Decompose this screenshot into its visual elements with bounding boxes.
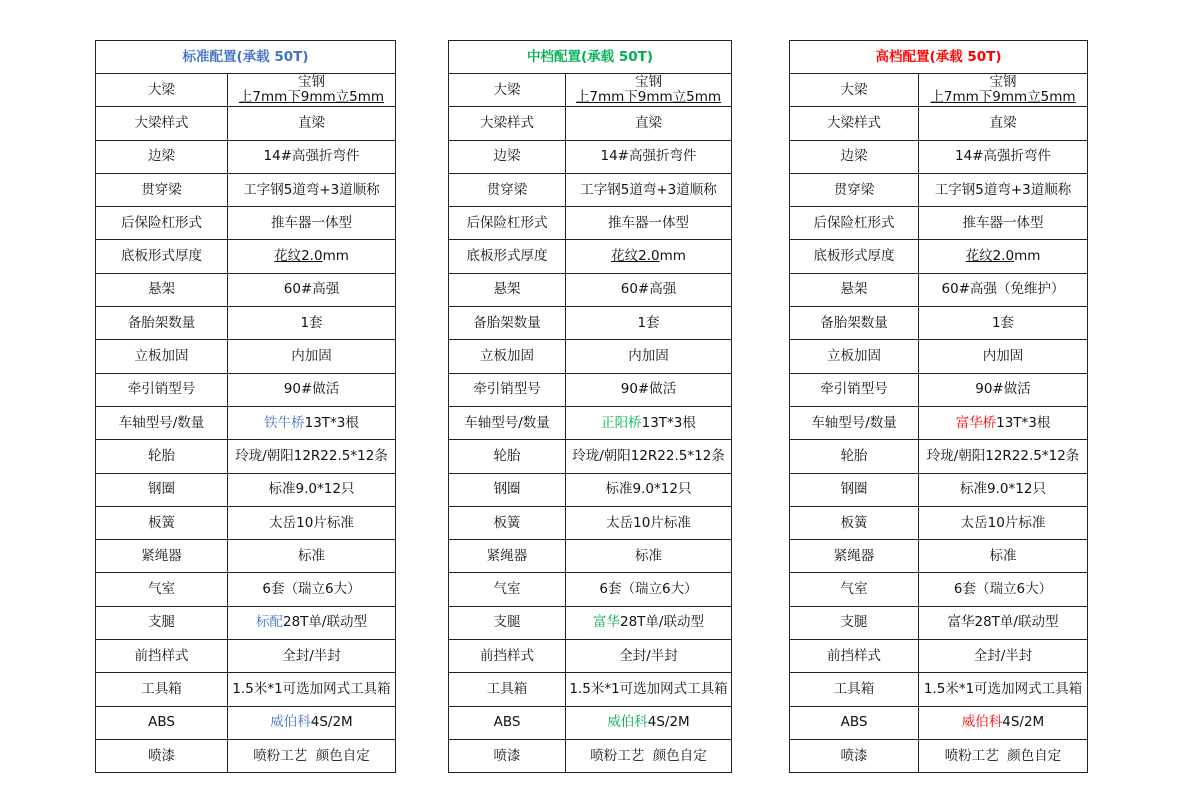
row-label: 前挡样式	[96, 640, 228, 673]
row-label: 气室	[96, 573, 228, 606]
value-rest: 13T*3根	[304, 414, 359, 431]
row-value: 14#高强折弯件	[566, 140, 732, 173]
row-label: 后保险杠形式	[790, 207, 919, 240]
table-row	[790, 606, 1088, 639]
row-value: 60#高强	[566, 273, 732, 306]
row-value: 内加固	[919, 340, 1088, 373]
row-label: 贯穿梁	[790, 173, 919, 206]
row-label: 后保险杠形式	[96, 207, 228, 240]
row-value: 60#高强（免维护）	[919, 273, 1088, 306]
row-value: 90#做活	[566, 373, 732, 406]
row-label: 贯穿梁	[96, 173, 228, 206]
row-label: 牵引销型号	[96, 373, 228, 406]
table-row	[790, 173, 1088, 206]
table-row	[96, 74, 396, 107]
table-row	[790, 74, 1088, 107]
row-value	[566, 74, 732, 107]
table-row	[96, 307, 396, 340]
row-label: 底板形式厚度	[449, 240, 566, 273]
row-value: 全封/半封	[566, 640, 732, 673]
row-value: 90#做活	[919, 373, 1088, 406]
value-underlined: 花纹2.0	[274, 248, 323, 265]
value-rest: 13T*3根	[996, 414, 1051, 431]
row-label: 底板形式厚度	[96, 240, 228, 273]
row-label: 后保险杠形式	[449, 207, 566, 240]
row-label: 车轴型号/数量	[96, 406, 228, 439]
table-row	[449, 273, 732, 306]
mid-config-table	[448, 40, 732, 773]
table-row	[449, 573, 732, 606]
row-value: 标准9.0*12只	[228, 473, 396, 506]
value-line: 上7mm下9mm立5mm	[575, 89, 722, 106]
row-value	[566, 406, 732, 439]
table-row	[96, 173, 396, 206]
value-line: 宝钢	[298, 74, 325, 91]
row-label: 大梁	[449, 74, 566, 107]
table-row	[449, 640, 732, 673]
row-value: 内加固	[228, 340, 396, 373]
row-value: 喷粉工艺 颜色自定	[228, 739, 396, 772]
table-row	[790, 273, 1088, 306]
value-rest: 28T单/联动型	[620, 614, 704, 631]
row-label: 备胎架数量	[790, 307, 919, 340]
table-row	[790, 140, 1088, 173]
table-row	[96, 606, 396, 639]
value-rest: 4S/2M	[1002, 714, 1045, 731]
row-value: 工字钢5道弯+3道顺称	[228, 173, 396, 206]
row-label: 喷漆	[449, 739, 566, 772]
value-line: 上7mm下9mm立5mm	[238, 89, 385, 106]
row-value: 1.5米*1可选加网式工具箱	[919, 673, 1088, 706]
table-row	[790, 406, 1088, 439]
table-row	[96, 673, 396, 706]
row-value: 标准9.0*12只	[919, 473, 1088, 506]
value-line: 宝钢	[635, 74, 662, 91]
table-row	[96, 573, 396, 606]
table-row	[790, 573, 1088, 606]
row-label: 前挡样式	[449, 640, 566, 673]
row-label: 前挡样式	[790, 640, 919, 673]
row-label: ABS	[449, 706, 566, 739]
value-line: 宝钢	[989, 74, 1017, 91]
table-row	[790, 207, 1088, 240]
row-label: 备胎架数量	[449, 307, 566, 340]
value-brand-highlight: 铁牛桥	[264, 414, 305, 431]
row-value: 1.5米*1可选加网式工具箱	[228, 673, 396, 706]
row-label: 牵引销型号	[790, 373, 919, 406]
table-row	[96, 440, 396, 473]
row-value	[228, 606, 396, 639]
table-row	[449, 706, 732, 739]
row-label: 悬架	[790, 273, 919, 306]
row-label: 支腿	[96, 606, 228, 639]
table-row	[449, 107, 732, 140]
row-value	[919, 706, 1088, 739]
row-value	[228, 240, 396, 273]
row-value	[919, 240, 1088, 273]
row-value: 直梁	[919, 107, 1088, 140]
row-label: 大梁	[96, 74, 228, 107]
value-brand-highlight: 威伯科	[607, 714, 648, 731]
row-value: 直梁	[228, 107, 396, 140]
row-value: 60#高强	[228, 273, 396, 306]
row-label: 支腿	[449, 606, 566, 639]
row-value: 6套（瑞立6大）	[566, 573, 732, 606]
row-label: ABS	[790, 706, 919, 739]
row-value: 标准	[566, 540, 732, 573]
row-value	[919, 74, 1088, 107]
row-value	[228, 406, 396, 439]
table-row	[790, 706, 1088, 739]
row-value: 6套（瑞立6大）	[919, 573, 1088, 606]
row-label: 工具箱	[96, 673, 228, 706]
row-label: 悬架	[96, 273, 228, 306]
table-row	[96, 207, 396, 240]
row-value: 推车器一体型	[566, 207, 732, 240]
row-label: 板簧	[790, 506, 919, 539]
row-label: 轮胎	[790, 440, 919, 473]
row-label: 立板加固	[449, 340, 566, 373]
row-label: 牵引销型号	[449, 373, 566, 406]
row-value: 全封/半封	[228, 640, 396, 673]
table-row	[96, 273, 396, 306]
table-row	[449, 340, 732, 373]
row-value: 直梁	[566, 107, 732, 140]
table-row	[790, 673, 1088, 706]
row-value: 富华28T单/联动型	[919, 606, 1088, 639]
table-row	[96, 506, 396, 539]
row-label: 板簧	[96, 506, 228, 539]
row-value	[228, 706, 396, 739]
row-value: 90#做活	[228, 373, 396, 406]
row-label: 板簧	[449, 506, 566, 539]
table-row	[449, 74, 732, 107]
row-value	[228, 74, 396, 107]
value-rest: mm	[659, 248, 686, 265]
value-line: 上7mm下9mm立5mm	[930, 89, 1076, 106]
table-row	[449, 406, 732, 439]
value-brand-highlight: 正阳桥	[601, 414, 642, 431]
row-value: 6套（瑞立6大）	[228, 573, 396, 606]
row-value: 全封/半封	[919, 640, 1088, 673]
table-row	[96, 540, 396, 573]
table-row	[96, 340, 396, 373]
row-value: 喷粉工艺 颜色自定	[919, 739, 1088, 772]
row-label: 钢圈	[449, 473, 566, 506]
row-label: ABS	[96, 706, 228, 739]
row-value: 喷粉工艺 颜色自定	[566, 739, 732, 772]
high-config-table	[789, 40, 1088, 773]
table-row	[449, 207, 732, 240]
value-rest: mm	[1014, 248, 1041, 265]
value-rest: mm	[322, 248, 349, 265]
table-row	[96, 140, 396, 173]
row-label: 气室	[790, 573, 919, 606]
row-label: 立板加固	[790, 340, 919, 373]
table-row	[96, 706, 396, 739]
row-value: 工字钢5道弯+3道顺称	[919, 173, 1088, 206]
value-brand-highlight: 富华	[593, 614, 620, 631]
row-label: 轮胎	[96, 440, 228, 473]
table-row	[96, 240, 396, 273]
table-row	[449, 440, 732, 473]
table-row	[449, 673, 732, 706]
row-value: 14#高强折弯件	[919, 140, 1088, 173]
row-label: 支腿	[790, 606, 919, 639]
table-row	[449, 173, 732, 206]
row-label: 紧绳器	[790, 540, 919, 573]
value-rest: 28T单/联动型	[283, 614, 367, 631]
table-row	[790, 107, 1088, 140]
value-brand-highlight: 富华桥	[955, 414, 997, 431]
row-label: 钢圈	[790, 473, 919, 506]
row-value: 标准	[228, 540, 396, 573]
row-value: 内加固	[566, 340, 732, 373]
row-label: 边梁	[96, 140, 228, 173]
table-row	[790, 640, 1088, 673]
table-title: 中档配置(承载 50T)	[449, 41, 732, 74]
table-row	[790, 739, 1088, 772]
value-brand-highlight: 威伯科	[961, 714, 1003, 731]
table-row	[96, 473, 396, 506]
standard-config-table	[95, 40, 396, 773]
row-value: 1套	[566, 307, 732, 340]
value-rest: 4S/2M	[310, 714, 353, 731]
row-label: 大梁	[790, 74, 919, 107]
value-underlined: 花纹2.0	[965, 248, 1015, 265]
row-label: 悬架	[449, 273, 566, 306]
row-label: 大梁样式	[449, 107, 566, 140]
row-label: 立板加固	[96, 340, 228, 373]
table-row	[790, 340, 1088, 373]
table-row	[96, 406, 396, 439]
row-label: 工具箱	[449, 673, 566, 706]
row-value: 标准	[919, 540, 1088, 573]
row-label: 紧绳器	[449, 540, 566, 573]
table-row	[449, 373, 732, 406]
table-row	[449, 140, 732, 173]
table-row	[96, 640, 396, 673]
row-value: 玲珑/朝阳12R22.5*12条	[228, 440, 396, 473]
row-label: 车轴型号/数量	[790, 406, 919, 439]
row-value	[566, 706, 732, 739]
row-label: 备胎架数量	[96, 307, 228, 340]
value-brand-highlight: 威伯科	[270, 714, 311, 731]
row-value: 太岳10片标准	[919, 506, 1088, 539]
row-label: 紧绳器	[96, 540, 228, 573]
row-value: 推车器一体型	[228, 207, 396, 240]
row-label: 轮胎	[449, 440, 566, 473]
row-value: 玲珑/朝阳12R22.5*12条	[566, 440, 732, 473]
table-row	[790, 307, 1088, 340]
row-label: 喷漆	[96, 739, 228, 772]
table-row	[790, 240, 1088, 273]
table-row	[96, 107, 396, 140]
row-value: 太岳10片标准	[228, 506, 396, 539]
row-label: 钢圈	[96, 473, 228, 506]
row-label: 工具箱	[790, 673, 919, 706]
table-title: 标准配置(承载 50T)	[96, 41, 396, 74]
row-label: 车轴型号/数量	[449, 406, 566, 439]
row-label: 大梁样式	[96, 107, 228, 140]
table-row	[449, 307, 732, 340]
row-value: 太岳10片标准	[566, 506, 732, 539]
table-row	[790, 373, 1088, 406]
row-value: 1.5米*1可选加网式工具箱	[566, 673, 732, 706]
table-row	[96, 373, 396, 406]
value-underlined: 花纹2.0	[611, 248, 660, 265]
table-row	[449, 540, 732, 573]
table-row	[449, 506, 732, 539]
table-row	[449, 473, 732, 506]
row-value: 14#高强折弯件	[228, 140, 396, 173]
row-value: 1套	[228, 307, 396, 340]
row-value: 标准9.0*12只	[566, 473, 732, 506]
table-title: 高档配置(承载 50T)	[790, 41, 1088, 74]
table-row	[790, 506, 1088, 539]
row-label: 底板形式厚度	[790, 240, 919, 273]
value-rest: 4S/2M	[647, 714, 690, 731]
value-rest: 13T*3根	[641, 414, 696, 431]
row-value: 推车器一体型	[919, 207, 1088, 240]
row-label: 边梁	[790, 140, 919, 173]
row-label: 贯穿梁	[449, 173, 566, 206]
row-value	[566, 606, 732, 639]
row-value: 1套	[919, 307, 1088, 340]
table-row	[449, 606, 732, 639]
table-row	[96, 739, 396, 772]
table-row	[790, 540, 1088, 573]
value-brand-highlight: 标配	[256, 614, 283, 631]
row-label: 大梁样式	[790, 107, 919, 140]
row-value: 工字钢5道弯+3道顺称	[566, 173, 732, 206]
row-value	[566, 240, 732, 273]
row-label: 边梁	[449, 140, 566, 173]
row-value: 玲珑/朝阳12R22.5*12条	[919, 440, 1088, 473]
table-row	[449, 240, 732, 273]
row-label: 气室	[449, 573, 566, 606]
table-row	[449, 739, 732, 772]
table-row	[790, 440, 1088, 473]
row-value	[919, 406, 1088, 439]
row-label: 喷漆	[790, 739, 919, 772]
table-row	[790, 473, 1088, 506]
